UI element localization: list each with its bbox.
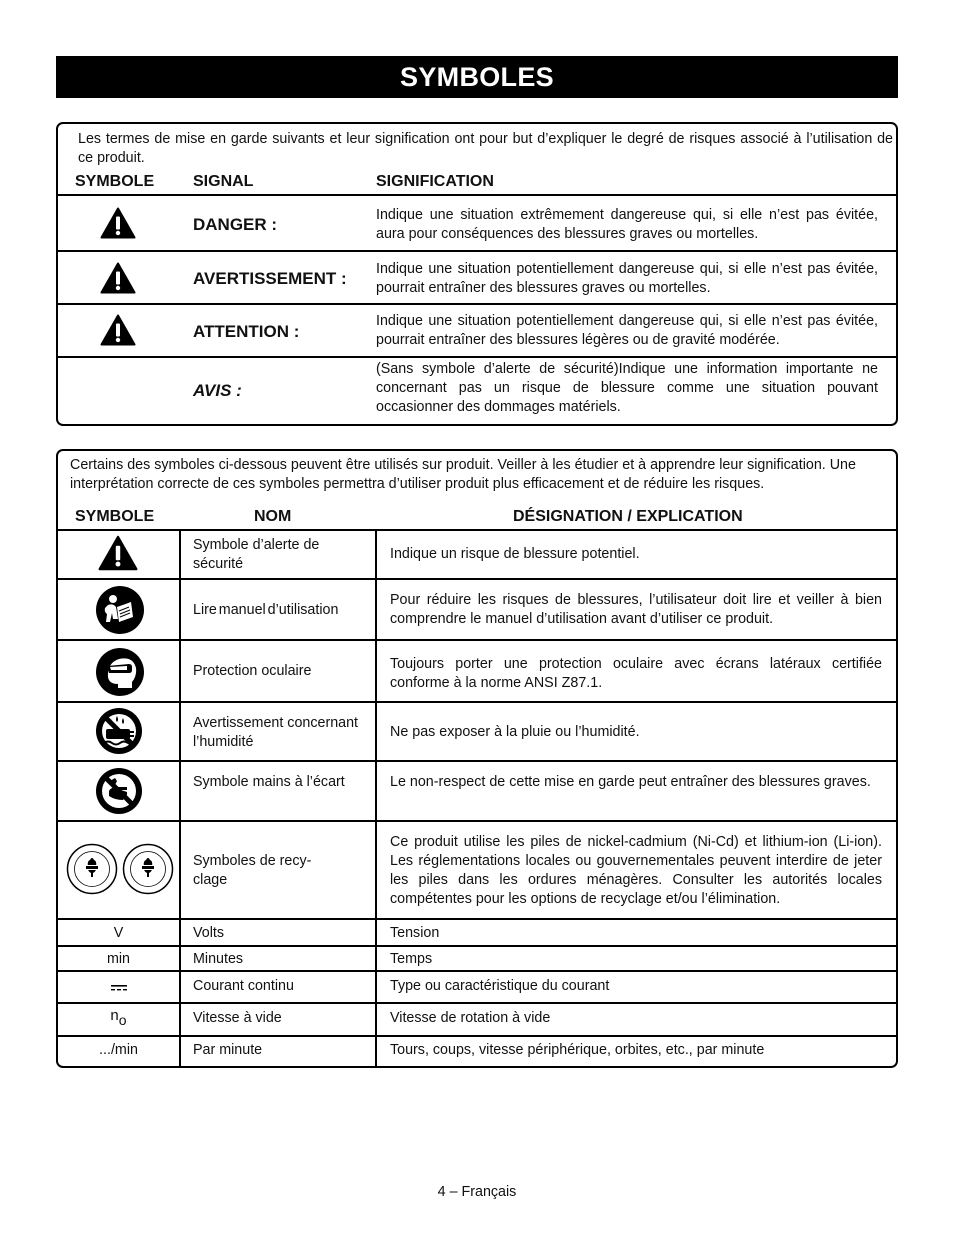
symbol-description: Temps (390, 951, 433, 967)
safety-alert-icon (98, 535, 138, 571)
dc-current-icon (111, 984, 127, 992)
symbol-no-load (58, 1006, 179, 1028)
symbol-name: Volts (193, 925, 224, 941)
symbol-subscript: o (118, 1012, 127, 1028)
header-description: DÉSIGNATION / EXPLICATION (513, 508, 743, 525)
signal-danger-text: Indique une situation extrêmement dangereuse qui, si elle n’est pas évitée, aura pour conséquences des blessures graves ou mortelles. (376, 207, 878, 242)
symbol-description: Pour réduire les risques de blessures, l’utilisateur doit lire et veiller à bien comprendre le manuel d’utilisation avant d’utiliser ce produit. (390, 592, 882, 627)
symbol-name: Avertissement concernant l’humidité (193, 715, 359, 750)
symbol-name: Protection oculaire (193, 663, 312, 679)
symbol-name: Symbole mains à l’écart (193, 774, 345, 790)
signal-words-panel (56, 122, 898, 426)
symbol-description: Tours, coups, vitesse périphérique, orbites, etc., par minute (390, 1042, 765, 1058)
symbol-description: Ne pas exposer à la pluie ou l’humidité. (390, 724, 640, 740)
symbol-description: Tension (390, 925, 440, 941)
symbol-text: n (110, 1007, 119, 1024)
symbol-name: Lire manuel d’utilisation (193, 602, 339, 618)
recycle-seals-icon (66, 843, 174, 897)
safety-alert-triangle-icon (100, 314, 136, 346)
symbol-text: V (113, 925, 124, 941)
page-footer: 4 – Français (437, 1184, 517, 1200)
symbols-intro: Certains des symboles ci-dessous peuvent être utilisés sur produit. Veiller à les étudier et à apprendre leur signification. Une interprétation correcte de ces symboles permettra d’utiliser produit plus efficacement et de réduire les risques. (70, 457, 856, 492)
signal-caution: ATTENTION : (193, 322, 300, 341)
header-name: NOM (254, 508, 292, 525)
recycle-seal-icon (122, 843, 174, 895)
symbol-name: Minutes (193, 951, 244, 967)
symbol-name: Symbole d’alerte de sécurité (193, 537, 320, 572)
eye-protection-icon (95, 647, 145, 697)
hands-away-icon (95, 767, 143, 815)
symbol-description: Le non-respect de cette mise en garde peut entraîner des blessures graves. (390, 774, 871, 790)
signal-danger: DANGER : (193, 215, 278, 234)
symbol-name: Symboles de recy- clage (193, 853, 312, 888)
signal-notice-text: (Sans symbole d’alerte de sécurité)Indique une information importante ne concernant pas un risque de blessure comme une situation pouvant occasionner des dommages matériels. (376, 361, 878, 415)
safety-alert-triangle-icon (100, 262, 136, 294)
symbols-panel (56, 449, 898, 1068)
signal-warning: AVERTISSEMENT : (193, 269, 347, 288)
symbol-name: Courant continu (193, 978, 294, 994)
no-moisture-icon (95, 707, 143, 755)
safety-alert-triangle-icon (100, 207, 136, 239)
symbol-description: Type ou caractéristique du courant (390, 978, 610, 994)
page-title: SYMBOLES (56, 56, 898, 98)
header-symbol: SYMBOLE (75, 173, 155, 190)
signal-notice: AVIS : (193, 381, 242, 400)
header-symbol: SYMBOLE (75, 508, 155, 525)
symbol-description: Ce produit utilise les piles de nickel-cadmium (Ni-Cd) et lithium-ion (Li-ion). Les réglementations locales ou gouvernementales peuvent interdire de jeter les piles dans les ordures ménagères. Consulter les autorités locales compétentes pour les options de recyclage et/ou l’élimination. (390, 834, 882, 907)
symbol-text: min (106, 951, 131, 967)
header-meaning: SIGNIFICATION (376, 173, 494, 190)
symbol-description: Vitesse de rotation à vide (390, 1010, 551, 1026)
symbol-description: Indique un risque de blessure potentiel. (390, 546, 640, 562)
signal-caution-text: Indique une situation potentiellement dangereuse qui, si elle n’est pas évitée, pourrait entraîner des blessures légères ou de gravité modérée. (376, 313, 878, 348)
read-manual-icon (95, 585, 145, 635)
signal-intro: Les termes de mise en garde suivants et leur signification ont pour but d’expliquer le degré de risques associé à l’utilisation de ce produit. (78, 131, 893, 166)
symbol-name: Vitesse à vide (193, 1010, 282, 1026)
symbol-description: Toujours porter une protection oculaire avec écrans latéraux certifiée conforme à la norme ANSI Z87.1. (390, 656, 882, 691)
symbol-text: .../min (99, 1042, 138, 1058)
header-signal: SIGNAL (193, 173, 254, 190)
symbol-name: Par minute (193, 1042, 263, 1058)
recycle-seal-icon (66, 843, 118, 895)
signal-warning-text: Indique une situation potentiellement dangereuse qui, si elle n’est pas évitée, pourrait entraîner des blessures graves ou mortelles. (376, 261, 878, 296)
